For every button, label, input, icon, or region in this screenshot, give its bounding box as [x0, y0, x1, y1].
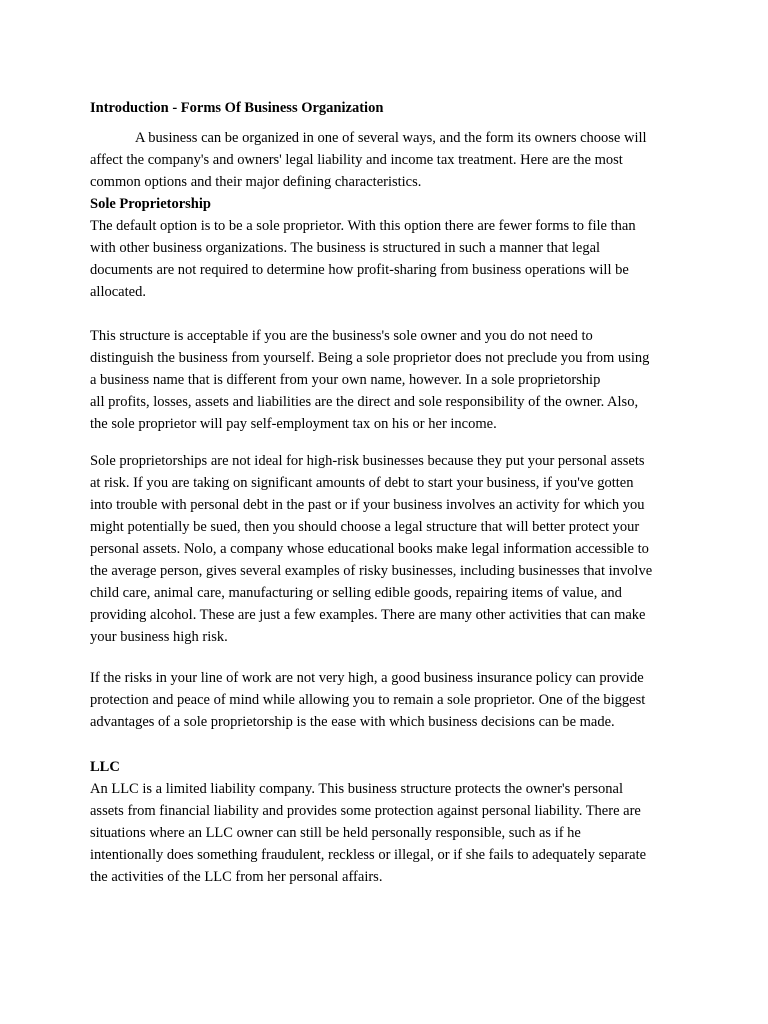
paragraph-line: your business high risk.	[90, 629, 228, 645]
paragraph-line: Sole proprietorships are not ideal for high-risk businesses because they put your personal assets	[90, 453, 645, 469]
paragraph-line: providing alcohol. These are just a few examples. There are many other activities that can make	[90, 607, 646, 623]
paragraph-line: the average person, gives several examples of risky businesses, including businesses that involve	[90, 563, 653, 579]
intro-line: common options and their major defining characteristics.	[90, 174, 422, 190]
sole-proprietorship-paragraph-4	[90, 667, 690, 733]
paragraph-line: The default option is to be a sole proprietor. With this option there are fewer forms to file than	[90, 218, 636, 234]
sole-proprietorship-heading: Sole Proprietorship	[90, 196, 211, 212]
paragraph-line: intentionally does something fraudulent, reckless or illegal, or if she fails to adequately separate	[90, 847, 647, 863]
paragraph-line: at risk. If you are taking on significant amounts of debt to start your business, if you've gotten	[90, 475, 634, 491]
paragraph-line: If the risks in your line of work are not very high, a good business insurance policy can provide	[90, 670, 644, 686]
paragraph-line: advantages of a sole proprietorship is the ease with which business decisions can be made.	[90, 714, 615, 730]
sole-proprietorship-paragraph-2	[90, 325, 690, 435]
paragraph-line: An LLC is a limited liability company. This business structure protects the owner's personal	[90, 781, 623, 797]
intro-line: affect the company's and owners' legal liability and income tax treatment. Here are the most	[90, 152, 623, 168]
paragraph-line: into trouble with personal debt in the past or if your business involves an activity for which you	[90, 497, 645, 513]
paragraph-line: assets from financial liability and provides some protection against personal liability. There are	[90, 803, 641, 819]
paragraph-line: documents are not required to determine how profit-sharing from business operations will be	[90, 262, 629, 278]
llc-heading: LLC	[90, 759, 120, 775]
document-title: Introduction - Forms Of Business Organization	[90, 100, 384, 116]
paragraph-line: protection and peace of mind while allowing you to remain a sole proprietor. One of the biggest	[90, 692, 646, 708]
paragraph-line: the sole proprietor will pay self-employment tax on his or her income.	[90, 416, 497, 432]
paragraph-line: a business name that is different from your own name, however. In a sole proprietorship	[90, 372, 601, 388]
paragraph-line: all profits, losses, assets and liabilities are the direct and sole responsibility of the owner. Also,	[90, 394, 639, 410]
paragraph-line: distinguish the business from yourself. Being a sole proprietor does not preclude you from using	[90, 350, 650, 366]
intro-paragraph	[90, 127, 690, 193]
paragraph-line: with other business organizations. The business is structured in such a manner that legal	[90, 240, 601, 256]
paragraph-line: situations where an LLC owner can still be held personally responsible, such as if he	[90, 825, 581, 841]
sole-proprietorship-paragraph-1	[90, 215, 690, 303]
paragraph-line: This structure is acceptable if you are the business's sole owner and you do not need to	[90, 328, 593, 344]
paragraph-line: might potentially be sued, then you should choose a legal structure that will better protect your	[90, 519, 640, 535]
llc-paragraph-1	[90, 778, 690, 888]
paragraph-line: allocated.	[90, 284, 146, 300]
paragraph-line: child care, animal care, manufacturing or selling edible goods, repairing items of value, and	[90, 585, 622, 601]
sole-proprietorship-paragraph-3	[90, 450, 690, 648]
paragraph-line: the activities of the LLC from her personal affairs.	[90, 869, 383, 885]
paragraph-line: personal assets. Nolo, a company whose educational books make legal information accessible to	[90, 541, 649, 557]
intro-line: A business can be organized in one of several ways, and the form its owners choose will	[135, 130, 647, 146]
